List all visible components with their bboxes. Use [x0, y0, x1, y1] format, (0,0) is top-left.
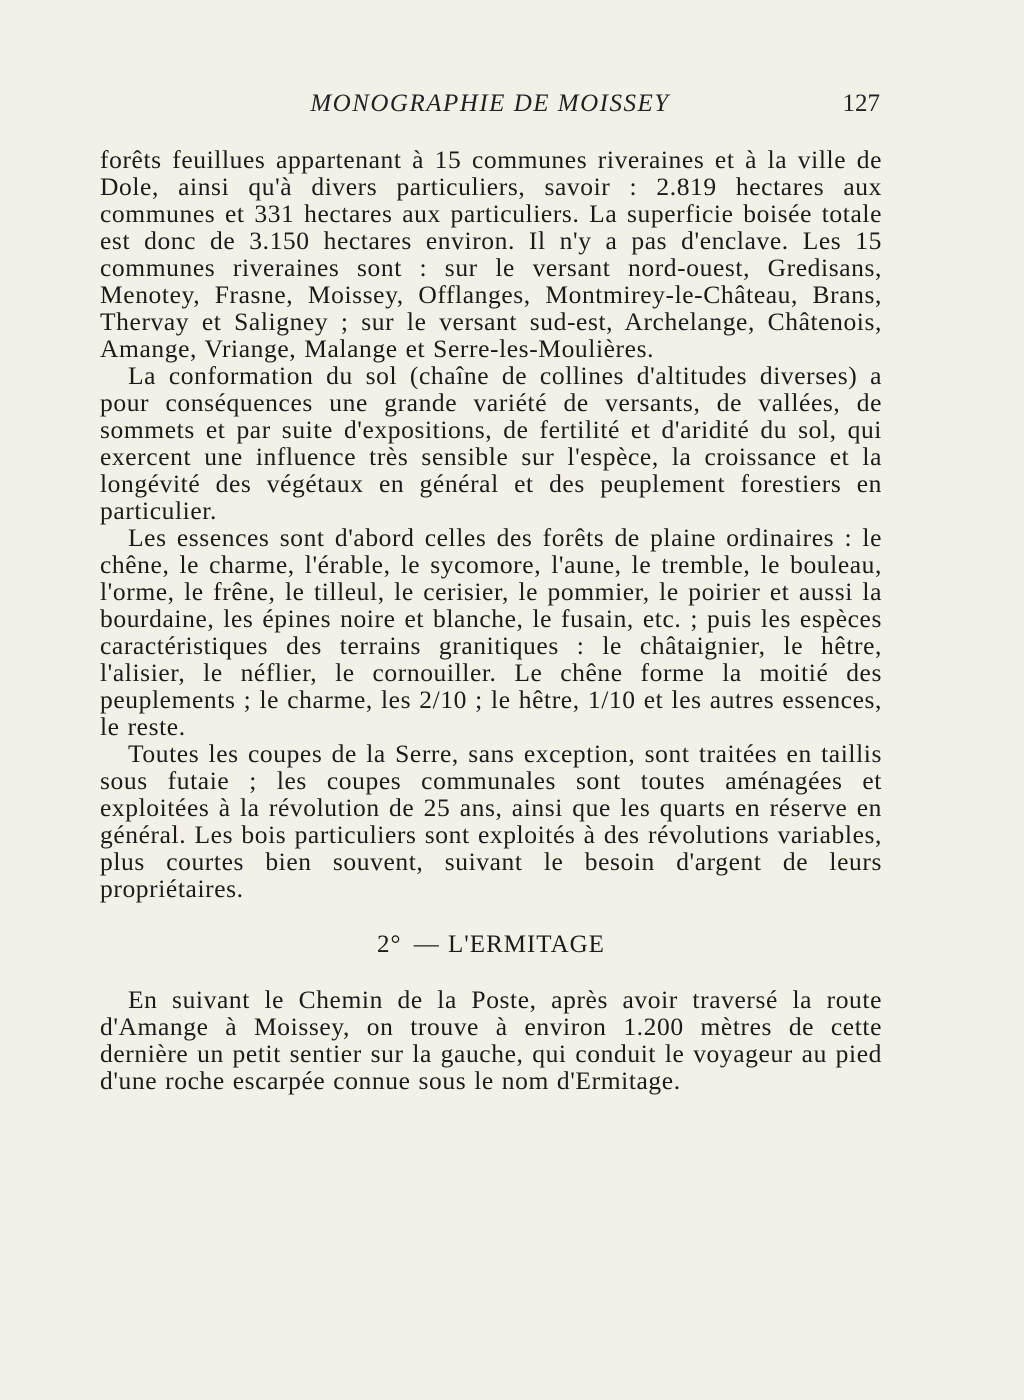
paragraph-ermitage: En suivant le Chemin de la Poste, après avoir traversé la route d'Amange à Moissey, on trouve à environ 1.200 mètres de cette dernière un petit sentier sur la gauche, qui conduit le voyageur au pied d'une roche escarpée connue sous le nom d'Ermitage. — [100, 985, 882, 1095]
paragraph-coupes: Toutes les coupes de la Serre, sans exception, sont traitées en taillis sous futaie ; les coupes communales sont toutes aménagées et exploitées à la révolution de 25 ans, ainsi que les quarts en réserve en général. Les bois particuliers sont exploités à des révolutions variables, plus courtes bien souvent, suivant le besoin d'argent de leurs propriétaires. — [100, 739, 882, 903]
running-title: MONOGRAPHIE DE MOISSEY — [310, 90, 670, 117]
section-title: L'ERMITAGE — [448, 931, 605, 958]
page-number: 127 — [842, 90, 880, 117]
paragraph-essences: Les essences sont d'abord celles des forêts de plaine ordinaires : le chêne, le charme, l'érable, le sycomore, l'aune, le tremble, le bouleau, l'orme, le frêne, le tilleul, le cerisier, le pommier, le poirier et aussi la bourdaine, les épines noire et blanche, le fusain, etc. ; puis les espèces caractéristiques des terrains granitiques : le châtaignier, le hêtre, l'alisier, le néflier, le cornouiller. Le chêne forme la moitié des peuplements ; le charme, les 2/10 ; le hêtre, 1/10 et les autres essences, le reste. — [100, 523, 882, 741]
body-text — [100, 146, 882, 1094]
section-dash: — — [413, 931, 440, 958]
paragraph-continued: forêts feuillues appartenant à 15 communes riveraines et à la ville de Dole, ainsi qu'à divers particuliers, savoir : 2.819 hectares aux communes et 331 hectares aux particuliers. La superficie boisée totale est donc de 3.150 hectares environ. Il n'y a pas d'enclave. Les 15 communes riveraines sont : sur le versant nord-ouest, Gredisans, Menotey, Frasne, Moissey, Offlanges, Montmirey-le-Château, Brans, Thervay et Saligney ; sur le versant sud-est, Archelange, Châtenois, Amange, Vriange, Malange et Serre-les-Moulières. — [100, 145, 882, 363]
running-header — [100, 86, 880, 122]
paragraph-conformation: La conformation du sol (chaîne de collines d'altitudes diverses) a pour conséquences une grande variété de versants, de vallées, de sommets et par suite d'expositions, de fertilité et d'aridité du sol, qui exercent une influence très sensible sur l'espèce, la croissance et la longévité des végétaux en général et des peuplement forestiers en particulier. — [100, 361, 882, 525]
section-number: 2° — [377, 931, 402, 958]
section-heading — [100, 930, 882, 960]
